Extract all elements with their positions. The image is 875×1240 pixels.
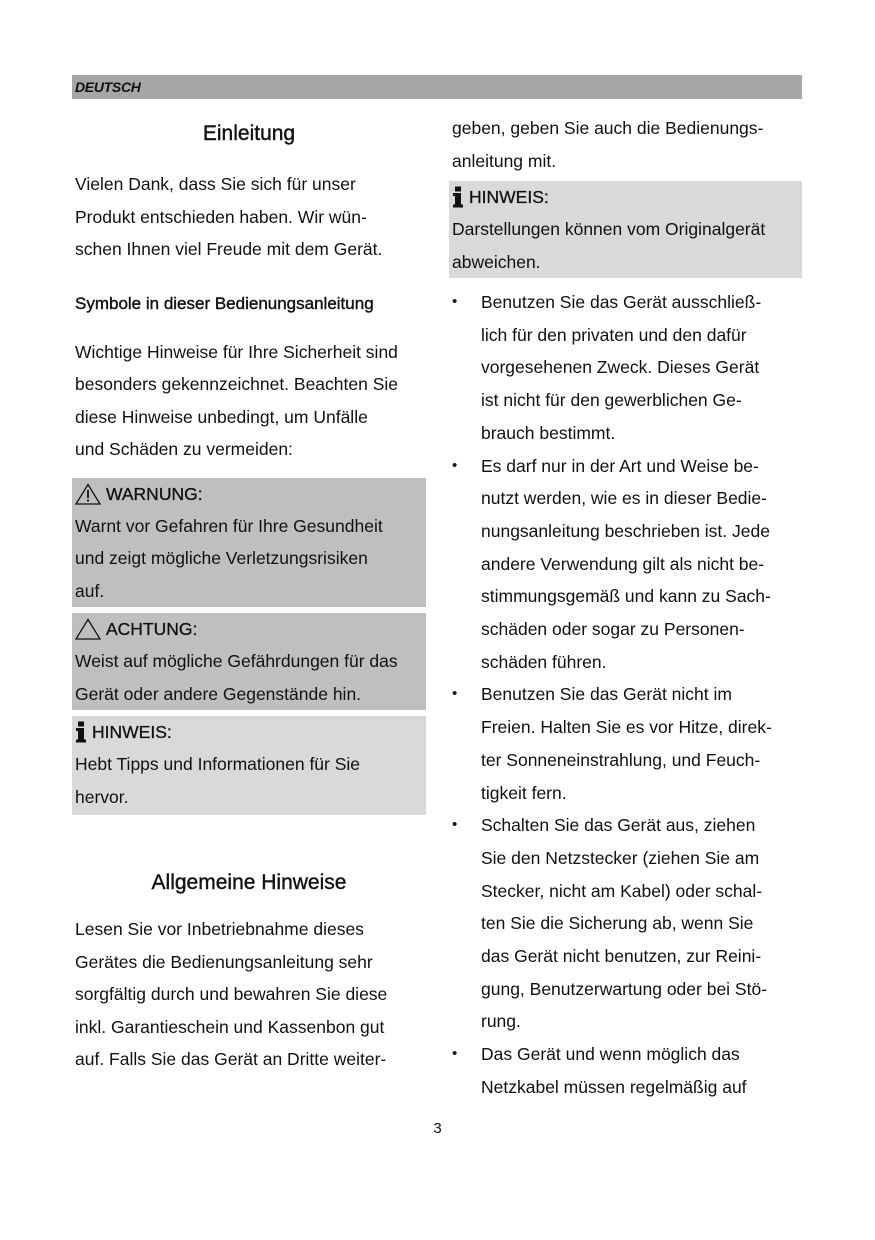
text-line: stimmungsgemäß und kann zu Sach- [481,586,771,607]
text-line: schen Ihnen viel Freude mit dem Gerät. [75,239,383,259]
symbols-title: Symbole in dieser Bedienungsanleitung [75,293,374,313]
text-line: Weist auf mögliche Gefährdungen für das [75,651,398,671]
bullet-glyph: • [452,816,458,834]
left-column [72,112,426,1076]
text-line: und zeigt mögliche Verletzungsrisiken [75,548,368,568]
text-line: diese Hinweise unbedingt, um Unfälle [75,406,368,427]
text-line: ten Sie die Sicherung ab, wenn Sie [481,913,754,934]
text-line: Gerät oder andere Gegenstände hin. [75,683,362,704]
text-line: das Gerät nicht benutzen, zur Reini- [481,946,762,967]
text-line: Warnt vor Gefahren für Ihre Gesundheit [75,515,383,536]
text-line: andere Verwendung gilt als nicht be- [481,553,765,574]
text-line: anleitung mit. [452,150,557,171]
text-line: Benutzen Sie das Gerät ausschließ- [481,292,762,312]
page-number: 3 [433,1120,442,1137]
symbols-paragraph [72,336,426,466]
text-line: Vielen Dank, dass Sie sich für unser [75,174,356,194]
warning-box [72,478,426,608]
list-item [449,678,802,809]
text-line: Lesen Sie vor Inbetriebnahme dieses [75,919,364,939]
caution-label-row [75,613,423,645]
language-header-band [72,75,802,99]
intro-title: Einleitung [202,122,296,145]
warning-triangle-icon [75,483,101,505]
info-icon [75,721,87,743]
text-line: gung, Benutzerwartung oder bei Stö- [481,978,768,999]
warning-label: WARNUNG: [106,483,203,504]
text-line: tigkeit fern. [481,782,567,803]
bullet-glyph: • [452,456,458,474]
text-line: und Schäden zu vermeiden: [75,439,293,459]
note-box [72,716,426,815]
bullet-glyph: • [452,685,458,703]
text-line: sorgfältig durch und bewahren Sie diese [75,984,388,1004]
list-item [449,809,802,1038]
note-label-row [452,181,799,213]
warning-label-row [75,478,423,510]
text-line: Sie den Netzstecker (ziehen Sie am [481,847,760,868]
caution-box [72,613,426,710]
text-line: Das Gerät und wenn möglich das [481,1044,740,1065]
general-paragraph [72,913,426,1076]
text-line: Schalten Sie das Gerät aus, ziehen [481,815,756,836]
info-icon [452,186,464,208]
bullet-glyph: • [452,293,458,310]
text-line: Hebt Tipps und Informationen für Sie [75,754,361,774]
intro-paragraph [72,168,426,266]
text-line: ter Sonneneinstrahlung, und Feuch- [481,749,761,770]
text-line: Benutzen Sie das Gerät nicht im [481,684,732,705]
note-label: HINWEIS: [92,722,172,742]
text-line: schäden führen. [481,651,607,672]
language-label: DEUTSCH [75,79,141,95]
caution-triangle-icon [75,618,101,640]
text-line: ist nicht für den gewerblichen Ge- [481,390,742,411]
list-item [449,450,802,679]
general-title: Allgemeine Hinweise [151,871,347,894]
right-column [449,112,802,1104]
text-line: schäden oder sogar zu Personen- [481,619,745,640]
text-line: Es darf nur in der Art und Weise be- [481,455,759,476]
text-line: rung. [481,1011,521,1032]
caution-label: ACHTUNG: [106,619,198,639]
text-line: nungsanleitung beschrieben ist. Jede [481,520,770,541]
text-line: Produkt entschieden haben. Wir wün- [75,206,367,227]
text-line: auf. Falls Sie das Gerät an Dritte weiter- [75,1049,387,1069]
text-line: lich für den privaten und den dafür [481,324,747,345]
text-line: Wichtige Hinweise für Ihre Sicherheit sind [75,341,398,362]
text-line: abweichen. [452,251,541,272]
text-line: brauch bestimmt. [481,422,616,443]
text-line: nutzt werden, wie es in dieser Bedie- [481,488,767,509]
text-line: Gerätes die Bedienungsanleitung sehr [75,951,373,972]
text-line: inkl. Garantieschein und Kassenbon gut [75,1016,385,1037]
continued-paragraph [449,112,802,177]
text-line: vorgesehenen Zweck. Dieses Gerät [481,357,760,378]
list-item [449,286,802,450]
note-label: HINWEIS: [469,187,549,207]
text-line: hervor. [75,786,129,807]
text-line: Darstellungen können vom Originalgerät [452,219,766,239]
text-line: Freien. Halten Sie es vor Hitze, direk- [481,717,772,738]
list-item [449,1038,802,1103]
text-line: geben, geben Sie auch die Bedienungs- [452,118,764,138]
text-line: besonders gekennzeichnet. Beachten Sie [75,374,399,394]
text-line: auf. [75,580,105,601]
safety-bullet-list [449,286,802,1104]
text-line: Stecker, nicht am Kabel) oder schal- [481,880,763,901]
text-line: Netzkabel müssen regelmäßig auf [481,1076,747,1097]
bullet-glyph: • [452,1045,458,1063]
note-label-row [75,716,423,748]
note-box [449,181,802,278]
